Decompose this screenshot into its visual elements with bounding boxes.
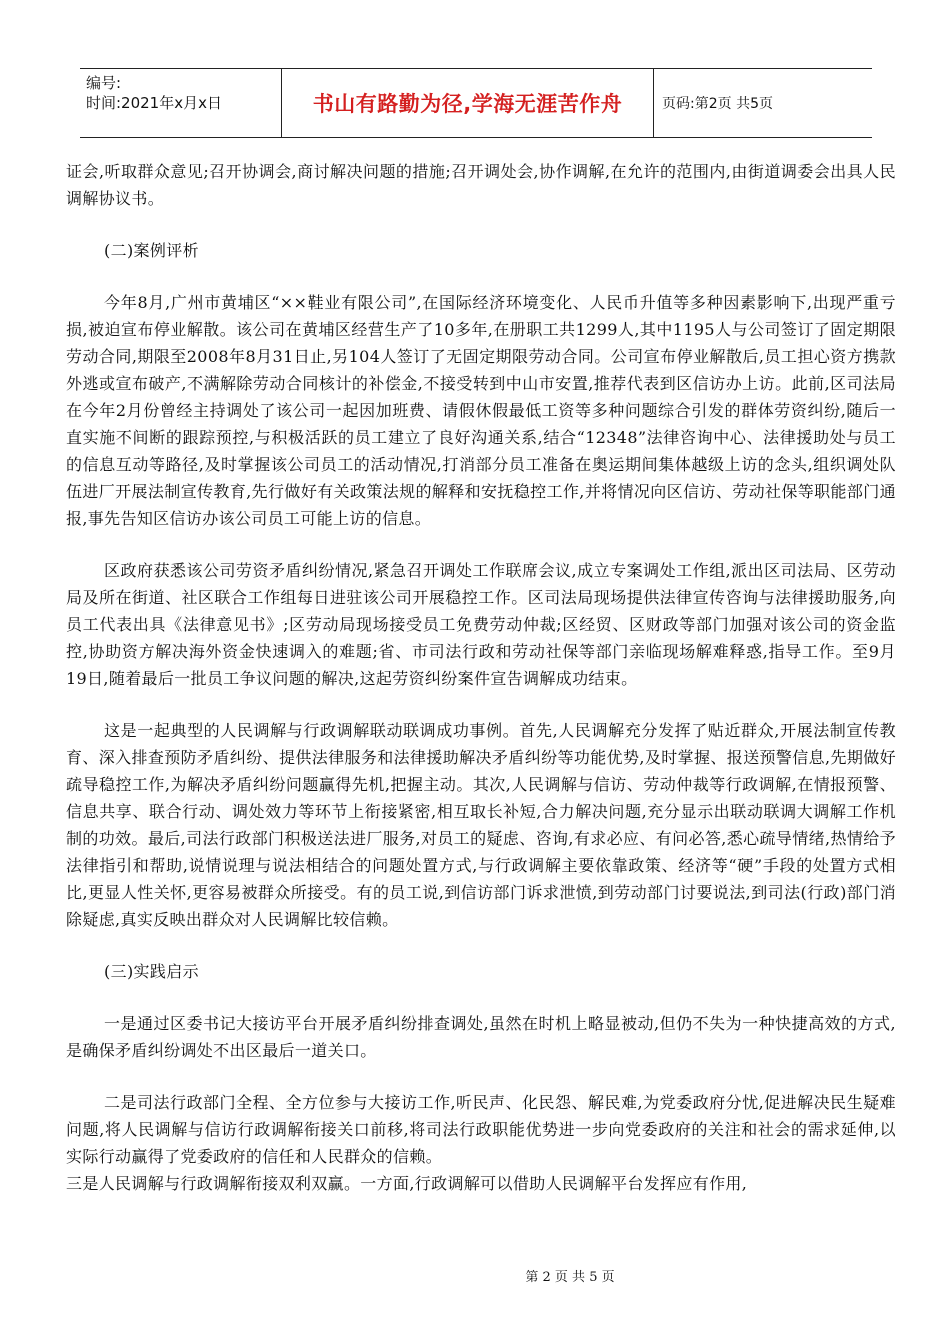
paragraph-analysis: 这是一起典型的人民调解与行政调解联动联调成功事例。首先,人民调解充分发挥了贴近群众,开展法制宣传教育、深入排查预防矛盾纠纷、提供法律服务和法律援助解决矛盾纠纷等功能优势,及时掌握、报送预警信息,先期做好疏导稳控工作,为解决矛盾纠纷问题赢得先机,把握主动。其次,人民调解与信访、劳动仲裁等行政调解,在情报预警、信息共享、联合行动、调处效力等环节上衔接紧密,相互取长补短,合力解决问题,充分显示出联动联调大调解工作机制的功效。最后,司法行政部门积极送法进厂服务,对员工的疑虑、咨询,有求必应、有问必答,悉心疏导情绪,热情给予法律指引和帮助,说情说理与说法相结合的问题处置方式,与行政调解主要依靠政策、经济等“硬”手段的处置方式相比,更显人性关怀,更容易被群众所接受。有的员工说,到信访部门诉求泄愤,到劳动部门讨要说法,到司法(行政)部门消除疑虑,真实反映出群众对人民调解比较信赖。 <box>66 721 896 929</box>
page-info: 页码:第2页 共5页 <box>662 96 773 112</box>
paragraph-insight-three: 三是人民调解与行政调解衔接双利双赢。一方面,行政调解可以借助人民调解平台发挥应有作用, <box>66 1174 748 1193</box>
paragraph-insight-two: 二是司法行政部门全程、全方位参与大接访工作,听民声、化民怨、解民难,为党委政府分忧,促进解决民生疑难问题,将人民调解与信访行政调解衔接关口前移,将司法行政职能优势进一步向党委政府的关注和社会的需求延伸,以实际行动赢得了党委政府的信任和人民群众的信赖。 <box>66 1093 896 1166</box>
section-heading-practice-insights: (三)实践启示 <box>104 962 199 981</box>
paragraph-government-response: 区政府获悉该公司劳资矛盾纠纷情况,紧急召开调处工作联席会议,成立专案调处工作组,派出区司法局、区劳动局及所在街道、社区联合工作组每日进驻该公司开展稳控工作。区司法局现场提供法律宣传咨询与法律援助服务,向员工代表出具《法律意见书》;区劳动局现场接受员工免费劳动仲裁;区经贸、区财政等部门加强对该公司的资金监控,协助资方解决海外资金快速调入的难题;省、市司法行政和劳动社保等部门亲临现场解难释惑,指导工作。至9月19日,随着最后一批员工争议问题的解决,这起劳资纠纷案件宣告调解成功结束。 <box>66 561 896 688</box>
paragraph-case-background: 今年8月,广州市黄埔区“××鞋业有限公司”,在国际经济环境变化、人民币升值等多种因素影响下,出现严重亏损,被迫宣布停业解散。该公司在黄埔区经营生产了10多年,在册职工共1299人,其中1195人与公司签订了固定期限劳动合同,期限至2008年8月31日止,另104人签订了无固定期限劳动合同。公司宣布停业解散后,员工担心资方携款外逃或宣布破产,不满解除劳动合同核计的补偿金,不接受转到中山市安置,推荐代表到区信访办上访。此前,区司法局在今年2月份曾经主持调处了该公司一起因加班费、请假休假最低工资等多种问题综合引发的群体劳资纠纷,随后一直实施不间断的跟踪预控,与积极活跃的员工建立了良好沟通关系,结合“12348”法律咨询中心、法律援助处与员工的信息互动等路径,及时掌握该公司员工的活动情况,打消部分员工准备在奥运期间集体越级上访的念头,组织调处队伍进厂开展法制宣传教育,先行做好有关政策法规的解释和安抚稳控工作,并将情况向区信访、劳动社保等职能部门通报,事先告知区信访办该公司员工可能上访的信息。 <box>66 293 896 528</box>
header-page-cell <box>654 69 872 137</box>
page-header <box>80 68 872 138</box>
page-footer: 第 2 页 共 5 页 <box>525 1270 615 1285</box>
paragraph-insight-one: 一是通过区委书记大接访平台开展矛盾纠纷排查调处,虽然在时机上略显被动,但仍不失为一种快捷高效的方式,是确保矛盾纠纷调处不出区最后一道关口。 <box>66 1014 896 1060</box>
motto-text: 书山有路勤为径,学海无涯苦作舟 <box>312 92 623 116</box>
paragraph-continued: 证会,听取群众意见;召开协调会,商讨解决问题的措施;召开调处会,协作调解,在允许的范围内,由街道调委会出具人民调解协议书。 <box>66 162 896 208</box>
number-label: 编号: <box>86 74 122 92</box>
header-motto-cell <box>282 69 654 137</box>
header-meta-cell <box>80 69 282 137</box>
date-label: 时间:2021年x月x日 <box>86 94 222 112</box>
section-heading-case-review: (二)案例评析 <box>104 241 199 260</box>
document-body <box>66 158 896 1222</box>
